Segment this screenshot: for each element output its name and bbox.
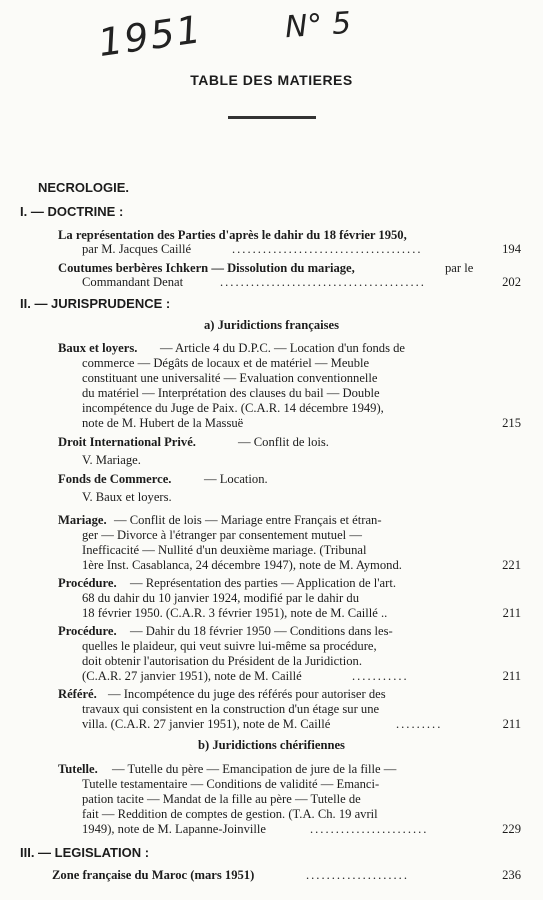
toc-text: — Dahir du 18 février 1950 — Conditions dans les- xyxy=(130,624,393,638)
toc-text: villa. (C.A.R. 27 janvier 1951), note de M. Caillé xyxy=(82,717,331,731)
toc-text: par M. Jacques Caillé xyxy=(82,242,192,256)
toc-text: Commandant Denat xyxy=(82,275,184,289)
toc-text: — Tutelle du père — Emancipation de jure de la fille — xyxy=(112,762,397,776)
toc-text: 1ère Inst. Casablanca, 24 décembre 1947), note de M. Aymond. xyxy=(82,558,402,572)
page-number: 211 xyxy=(502,669,521,683)
toc-text: — Conflit de lois. xyxy=(238,435,329,449)
cherifiennes-heading: b) Juridictions chérifiennes xyxy=(198,738,345,752)
francaises-heading: a) Juridictions françaises xyxy=(203,318,340,332)
toc-text: Fonds de Commerce. xyxy=(58,472,172,486)
toc-text: — Article 4 du D.P.C. — Location d'un fonds de xyxy=(160,341,406,355)
toc-text: I. — DOCTRINE : xyxy=(20,204,124,219)
page-number: 202 xyxy=(502,275,521,289)
page-number: 211 xyxy=(502,717,521,731)
page-number: 229 xyxy=(502,822,521,836)
page-number: 194 xyxy=(502,242,521,256)
handwritten-number: N° 5 xyxy=(283,5,353,46)
toc-text: 18 février 1950. (C.A.R. 3 février 1951), note de M. Caillé .. xyxy=(82,606,388,620)
toc-text: Procédure. xyxy=(58,624,117,638)
toc-text: pation tacite — Mandat de la fille au père — Tutelle de xyxy=(82,792,361,806)
toc-text: Zone française du Maroc (mars 1951) xyxy=(52,868,255,882)
toc-text: Tutelle testamentaire — Conditions de validité — Emanci- xyxy=(82,777,380,791)
page-number: 221 xyxy=(502,558,521,572)
toc-text: doit obtenir l'autorisation du Président de la Juridiction. xyxy=(82,654,362,668)
dot-leader: .................... xyxy=(306,868,409,882)
page-number: 236 xyxy=(502,868,521,882)
toc-text: Tutelle. xyxy=(58,762,98,776)
toc-text: — Location. xyxy=(204,472,268,486)
dot-leader: ..................................... xyxy=(232,242,423,256)
toc-text: Mariage. xyxy=(58,513,107,527)
toc-text: — Incompétence du juge des référés pour autoriser des xyxy=(108,687,386,701)
toc-text: II. — JURISPRUDENCE : xyxy=(20,296,171,311)
toc-text: fait — Reddition de comptes de gestion. (T.A. Ch. 19 avril xyxy=(82,807,378,821)
toc-text: commerce — Dégâts de locaux et de matériel — Meuble xyxy=(82,356,370,370)
page-number: 215 xyxy=(502,416,521,430)
toc-text: NECROLOGIE. xyxy=(38,180,130,195)
toc-text: par le xyxy=(445,261,474,275)
toc-text: — Représentation des parties — Application de l'art. xyxy=(130,576,396,590)
dot-leader: ........... xyxy=(352,669,409,683)
toc-text: 1949), note de M. Lapanne-Joinville xyxy=(82,822,266,836)
toc-text: Inefficacité — Nullité d'un deuxième mariage. (Tribunal xyxy=(82,543,367,557)
toc-text: du matériel — Interprétation des clauses du bail — Double xyxy=(82,386,380,400)
toc-text: incompétence du Juge de Paix. (C.A.R. 14 décembre 1949), xyxy=(82,401,384,415)
toc-text: V. Mariage. xyxy=(82,453,141,467)
toc-text: Procédure. xyxy=(58,576,117,590)
toc-text: Référé. xyxy=(58,687,97,701)
toc-text: note de M. Hubert de la Massuë xyxy=(82,416,244,430)
toc-text: La représentation des Parties d'après le dahir du 18 février 1950, xyxy=(58,228,407,242)
toc-text: quelles le plaideur, qui veut suivre lui-même sa procédure, xyxy=(82,639,377,653)
toc-text: Baux et loyers. xyxy=(58,341,138,355)
toc-text: Coutumes berbères Ichkern — Dissolution du mariage, xyxy=(58,261,355,275)
page-number: 211 xyxy=(502,606,521,620)
toc-text: travaux qui consistent en la construction d'un étage sur une xyxy=(82,702,380,716)
toc-text: V. Baux et loyers. xyxy=(82,490,172,504)
dot-leader: ....................... xyxy=(310,822,429,836)
toc-text: ger — Divorce à l'étranger par consentement mutuel — xyxy=(82,528,362,542)
dot-leader: ......... xyxy=(396,717,443,731)
toc-text: Droit International Privé. xyxy=(58,435,196,449)
toc-text: III. — LEGISLATION : xyxy=(20,845,150,860)
handwritten-year: 1951 xyxy=(95,6,206,66)
toc-text: 68 du dahir du 10 janvier 1924, modifié par le dahir du xyxy=(82,591,359,605)
title-rule xyxy=(228,116,316,119)
dot-leader: ........................................ xyxy=(220,275,426,289)
toc-text: constituant une universalité — Evaluation conventionnelle xyxy=(82,371,378,385)
page-title: TABLE DES MATIERES xyxy=(190,72,353,88)
toc-text: — Conflit de lois — Mariage entre Français et étran- xyxy=(114,513,382,527)
toc-text: (C.A.R. 27 janvier 1951), note de M. Caillé xyxy=(82,669,302,683)
